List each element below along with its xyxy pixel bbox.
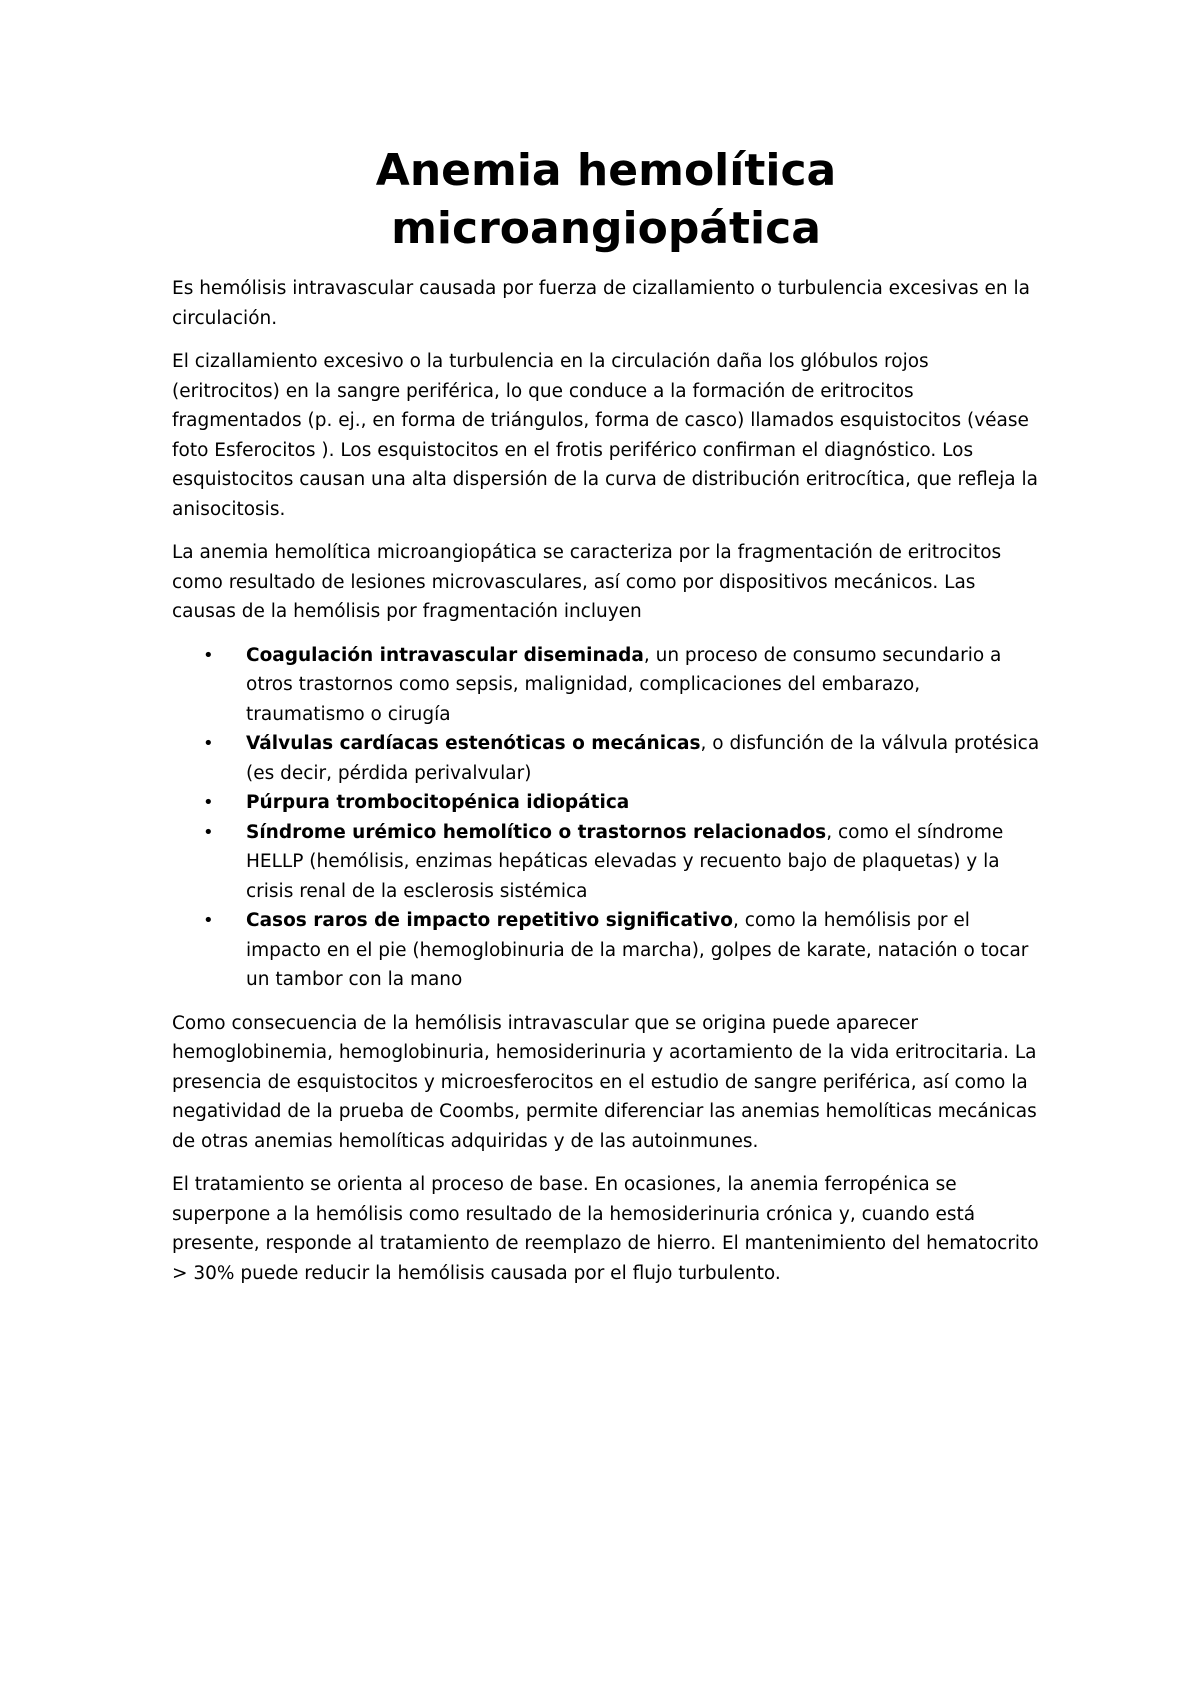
list-item-cause-dic — [203, 641, 1040, 730]
list-item-cause-itp — [203, 788, 1040, 818]
document-body — [172, 142, 1040, 1302]
list-item-cause-valves — [203, 729, 1040, 788]
bullet-icon: • — [203, 644, 214, 666]
cause-term: Casos raros de impacto repetitivo significativo — [246, 910, 733, 931]
cause-text: , o disfunción de la válvula protésica (es decir, pérdida perivalvular) — [246, 733, 1040, 784]
list-item-cause-hus — [203, 818, 1040, 907]
paragraph-consequences: Como consecuencia de la hemólisis intravascular que se origina puede aparecer hemoglobinemia, hemoglobinuria, hemosiderinuria y acortamiento de la vida eritrocitaria. La presencia de esquistocitos y microesferocitos en el estudio de sangre periférica, así como la negatividad de la prueba de Coombs, permite diferenciar las anemias hemolíticas mecánicas de otras anemias hemolíticas adquiridas y de las autoinmunes. — [172, 1012, 1037, 1152]
paragraph-treatment: El tratamiento se orienta al proceso de base. En ocasiones, la anemia ferropénica se superpone a la hemólisis como resultado de la hemosiderinuria crónica y, cuando está presente, responde al tratamiento de reemplazo de hierro. El mantenimiento del hematocrito > 30% puede reducir la hemólisis causada por el flujo turbulento. — [172, 1174, 1039, 1284]
cause-text: , un proceso de consumo secundario a otros trastornos como sepsis, malignidad, complicaciones del embarazo, traumatismo o cirugía — [246, 644, 1002, 725]
cause-term: Púrpura trombocitopénica idiopática — [246, 792, 630, 813]
causes-list — [172, 641, 1040, 995]
bullet-icon: • — [203, 821, 214, 843]
bullet-icon: • — [203, 733, 214, 754]
bullet-icon: • — [203, 910, 214, 931]
document-title: Anemia hemolítica microangiopática — [375, 145, 837, 254]
cause-term: Válvulas cardíacas estenóticas o mecánicas — [246, 733, 701, 754]
cause-term: Síndrome urémico hemolítico o trastornos relacionados — [246, 821, 827, 843]
paragraph-definition: Es hemólisis intravascular causada por fuerza de cizallamiento o turbulencia excesivas en la circulación. — [172, 278, 1030, 329]
list-item-cause-impact — [203, 906, 1040, 995]
bullet-icon: • — [203, 792, 214, 813]
cause-term: Coagulación intravascular diseminada — [246, 644, 644, 666]
paragraph-causes-intro: La anemia hemolítica microangiopática se caracteriza por la fragmentación de eritrocitos como resultado de lesiones microvasculares, así como por dispositivos mecánicos. Las causas de la hemólisis por fragmentación incluyen — [172, 542, 1002, 622]
cause-text: , como el síndrome HELLP (hemólisis, enzimas hepáticas elevadas y recuento bajo de plaquetas) y la crisis renal de la esclerosis sistémica — [246, 821, 1004, 902]
cause-text: , como la hemólisis por el impacto en el pie (hemoglobinuria de la marcha), golpes de karate, natación o tocar un tambor con la mano — [246, 910, 1029, 990]
paragraph-mechanism: El cizallamiento excesivo o la turbulencia en la circulación daña los glóbulos rojos (eritrocitos) en la sangre periférica, lo que conduce a la formación de eritrocitos fragmentados (p. ej., en forma de triángulos, forma de casco) llamados esquistocitos (véase foto Esferocitos ). Los esquistocitos en el frotis periférico confirman el diagnóstico. Los esquistocitos causan una alta dispersión de la curva de distribución eritrocítica, que refleja la anisocitosis. — [172, 351, 1038, 520]
